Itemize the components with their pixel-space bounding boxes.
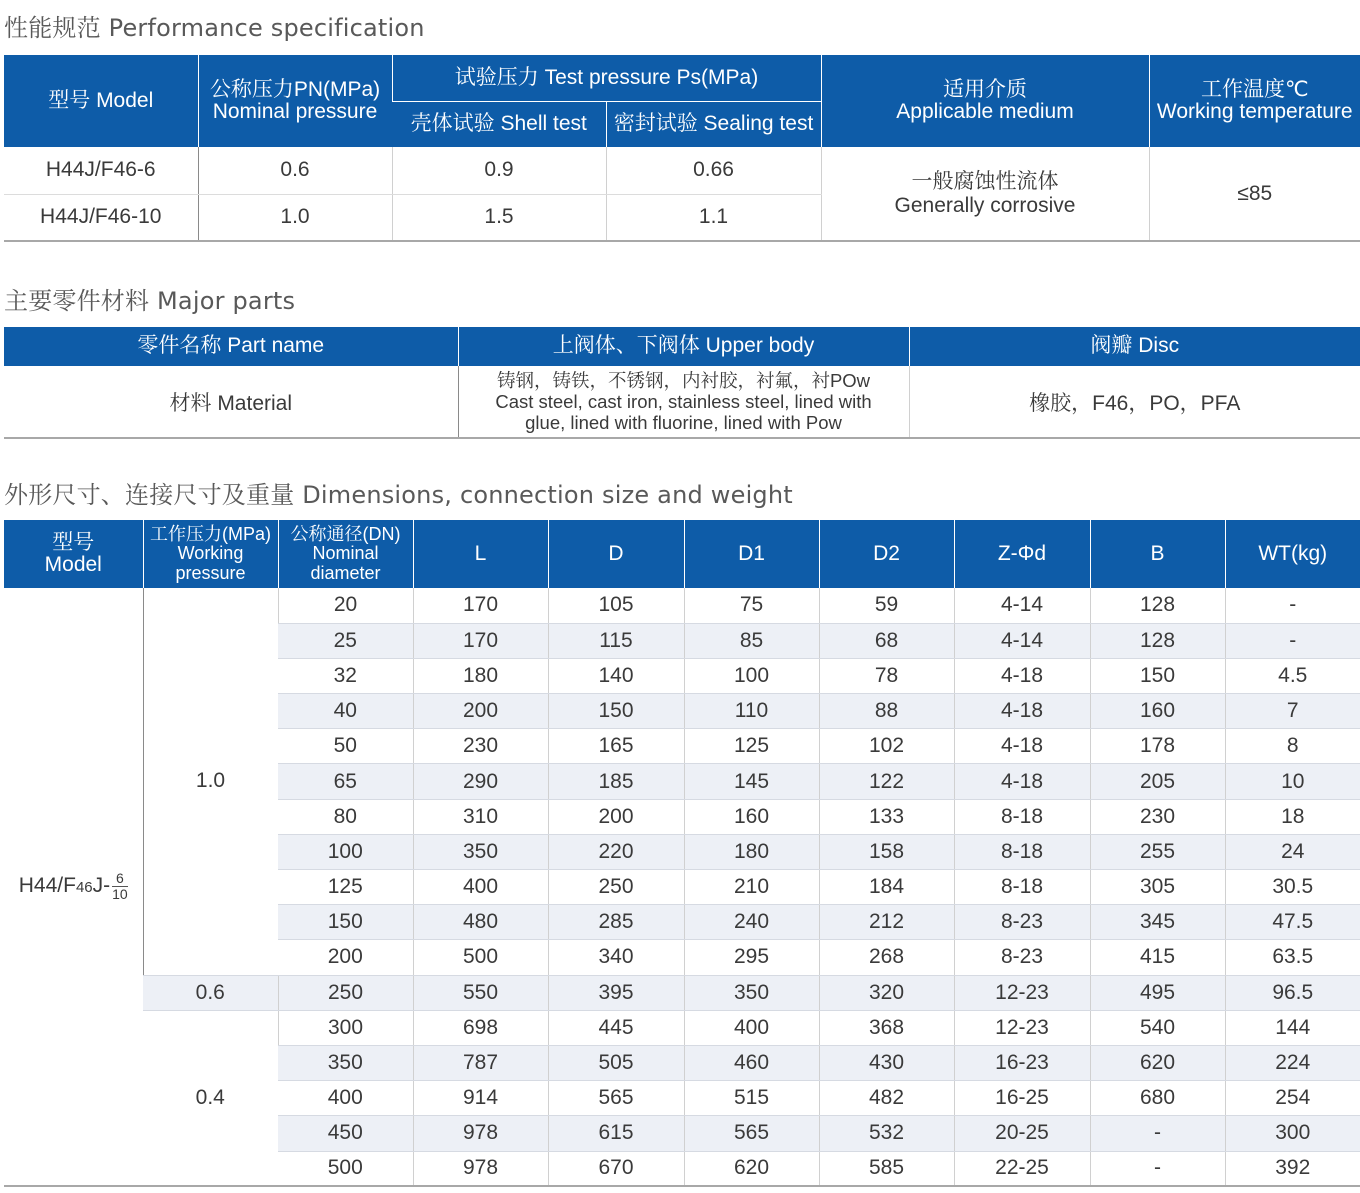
dimensions-table xyxy=(4,520,1360,1187)
header-model-en: Model xyxy=(44,553,102,576)
cell-D2: 184 xyxy=(819,870,954,905)
parts-section-title: 主要零件材料 Major parts xyxy=(4,287,296,315)
cell-model: H44J/F46-10 xyxy=(4,194,198,241)
cell-D2: 102 xyxy=(819,729,954,764)
cell-D: 105 xyxy=(548,588,684,623)
cell-weight: 24 xyxy=(1225,834,1360,869)
cell-weight: 392 xyxy=(1225,1151,1360,1186)
cell-Z-phi-d: 12-23 xyxy=(954,975,1090,1010)
cell-B: 205 xyxy=(1090,764,1225,799)
cell-D2: 78 xyxy=(819,658,954,693)
header-medium-cn: 适用介质 xyxy=(943,77,1027,101)
cell-D2: 133 xyxy=(819,799,954,834)
cell-B: 230 xyxy=(1090,799,1225,834)
cell-dn: 80 xyxy=(278,799,413,834)
cell-D1: 180 xyxy=(684,834,819,869)
cell-dn: 100 xyxy=(278,834,413,869)
cell-D: 115 xyxy=(548,623,684,658)
cell-B: 680 xyxy=(1090,1081,1225,1116)
cell-dn: 20 xyxy=(278,588,413,623)
cell-dn: 32 xyxy=(278,658,413,693)
cell-D2: 368 xyxy=(819,1010,954,1045)
cell-B: 495 xyxy=(1090,975,1225,1010)
table-row xyxy=(4,975,1360,1010)
cell-sealing-test: 0.66 xyxy=(606,147,821,194)
cell-B: 255 xyxy=(1090,834,1225,869)
cell-sealing-test: 1.1 xyxy=(606,194,821,241)
cell-weight: - xyxy=(1225,623,1360,658)
parts-table xyxy=(4,327,1360,439)
header-sealing-test: 密封试验 Sealing test xyxy=(606,101,821,147)
cell-Z-phi-d: 16-23 xyxy=(954,1045,1090,1080)
cell-Z-phi-d: 8-18 xyxy=(954,870,1090,905)
cell-D1: 350 xyxy=(684,975,819,1010)
cell-D: 150 xyxy=(548,694,684,729)
cell-L: 480 xyxy=(413,905,548,940)
medium-en: Generally corrosive xyxy=(894,193,1076,217)
cell-L: 290 xyxy=(413,764,548,799)
header-nominal-pressure-cn: 公称压力PN(MPa) xyxy=(209,77,381,101)
body-material-cn: 铸钢，铸铁，不锈钢，内衬胶，衬氟，衬POw xyxy=(496,369,871,391)
cell-D: 340 xyxy=(548,940,684,975)
cell-body-material xyxy=(458,366,909,438)
cell-D2: 88 xyxy=(819,694,954,729)
header-L: L xyxy=(413,520,548,588)
model-fraction-top: 6 xyxy=(116,870,124,887)
cell-weight: 300 xyxy=(1225,1116,1360,1151)
cell-B: 128 xyxy=(1090,588,1225,623)
cell-D: 445 xyxy=(548,1010,684,1045)
cell-shell-test: 1.5 xyxy=(392,194,606,241)
cell-disc-material: 橡胶，F46，PO，PFA xyxy=(909,366,1360,438)
cell-D2: 320 xyxy=(819,975,954,1010)
cell-L: 200 xyxy=(413,694,548,729)
cell-weight: 8 xyxy=(1225,729,1360,764)
cell-B: 345 xyxy=(1090,905,1225,940)
cell-D1: 160 xyxy=(684,799,819,834)
cell-dn: 25 xyxy=(278,623,413,658)
cell-B: - xyxy=(1090,1151,1225,1186)
header-nominal-diameter xyxy=(278,520,413,588)
cell-Z-phi-d: 4-18 xyxy=(954,764,1090,799)
cell-Z-phi-d: 4-18 xyxy=(954,729,1090,764)
cell-B: 620 xyxy=(1090,1045,1225,1080)
cell-dn: 150 xyxy=(278,905,413,940)
cell-temperature: ≤85 xyxy=(1149,147,1360,241)
cell-Z-phi-d: 16-25 xyxy=(954,1081,1090,1116)
cell-Z-phi-d: 4-14 xyxy=(954,588,1090,623)
cell-D: 220 xyxy=(548,834,684,869)
cell-dn: 250 xyxy=(278,975,413,1010)
cell-L: 310 xyxy=(413,799,548,834)
cell-shell-test: 0.9 xyxy=(392,147,606,194)
cell-weight: 18 xyxy=(1225,799,1360,834)
header-medium xyxy=(821,55,1149,147)
cell-D1: 400 xyxy=(684,1010,819,1045)
cell-L: 180 xyxy=(413,658,548,693)
cell-nominal-pressure: 0.6 xyxy=(198,147,392,194)
cell-L: 170 xyxy=(413,588,548,623)
cell-model xyxy=(4,588,143,1186)
header-nominal-diameter-en-2: diameter xyxy=(310,562,381,583)
model-fraction xyxy=(112,871,128,902)
cell-L: 698 xyxy=(413,1010,548,1045)
cell-D: 565 xyxy=(548,1081,684,1116)
cell-Z-phi-d: 4-18 xyxy=(954,658,1090,693)
cell-B: 160 xyxy=(1090,694,1225,729)
header-test-pressure: 试验压力 Test pressure Ps(MPa) xyxy=(392,55,821,101)
header-disc: 阀瓣 Disc xyxy=(909,327,1360,366)
table-row xyxy=(4,588,1360,623)
header-working-pressure-en-2: pressure xyxy=(175,562,246,583)
cell-weight: 224 xyxy=(1225,1045,1360,1080)
header-model-cn: 型号 xyxy=(52,530,95,554)
cell-D: 285 xyxy=(548,905,684,940)
header-D1: D1 xyxy=(684,520,819,588)
header-working-pressure-en-1: Working xyxy=(177,543,244,564)
medium-cn: 一般腐蚀性流体 xyxy=(911,170,1059,194)
cell-dn: 65 xyxy=(278,764,413,799)
table-row xyxy=(4,366,1360,438)
header-nominal-pressure xyxy=(198,55,392,147)
cell-material-label: 材料 Material xyxy=(4,366,458,438)
cell-nominal-pressure: 1.0 xyxy=(198,194,392,241)
cell-B: - xyxy=(1090,1116,1225,1151)
cell-D: 615 xyxy=(548,1116,684,1151)
cell-D1: 515 xyxy=(684,1081,819,1116)
cell-L: 914 xyxy=(413,1081,548,1116)
header-nominal-pressure-en: Nominal pressure xyxy=(212,100,378,123)
cell-B: 178 xyxy=(1090,729,1225,764)
header-B: B xyxy=(1090,520,1225,588)
header-D2: D2 xyxy=(819,520,954,588)
body-material-en-1: Cast steel, cast iron, stainless steel, lined with xyxy=(495,390,872,412)
cell-dn: 125 xyxy=(278,870,413,905)
model-sub: 46 xyxy=(75,879,93,897)
cell-D2: 268 xyxy=(819,940,954,975)
performance-section-title: 性能规范 Performance specification xyxy=(4,14,425,42)
cell-D2: 482 xyxy=(819,1081,954,1116)
header-D: D xyxy=(548,520,684,588)
cell-D: 250 xyxy=(548,870,684,905)
cell-D2: 122 xyxy=(819,764,954,799)
cell-L: 350 xyxy=(413,834,548,869)
cell-weight: 47.5 xyxy=(1225,905,1360,940)
cell-Z-phi-d: 8-18 xyxy=(954,834,1090,869)
cell-D: 395 xyxy=(548,975,684,1010)
cell-D: 670 xyxy=(548,1151,684,1186)
cell-B: 540 xyxy=(1090,1010,1225,1045)
cell-D1: 565 xyxy=(684,1116,819,1151)
cell-working-pressure: 0.6 xyxy=(143,975,278,1010)
model-suffix: J- xyxy=(92,874,111,898)
cell-weight: 144 xyxy=(1225,1010,1360,1045)
header-part-name: 零件名称 Part name xyxy=(4,327,458,366)
cell-L: 500 xyxy=(413,940,548,975)
header-upper-body: 上阀体、下阀体 Upper body xyxy=(458,327,909,366)
cell-D2: 68 xyxy=(819,623,954,658)
cell-D1: 100 xyxy=(684,658,819,693)
cell-D1: 460 xyxy=(684,1045,819,1080)
model-fraction-bottom: 10 xyxy=(112,886,128,903)
header-nominal-diameter-cn: 公称通径(DN) xyxy=(290,523,401,544)
cell-dn: 40 xyxy=(278,694,413,729)
cell-D1: 620 xyxy=(684,1151,819,1186)
cell-weight: - xyxy=(1225,588,1360,623)
cell-model: H44J/F46-6 xyxy=(4,147,198,194)
table-row xyxy=(4,147,1360,194)
cell-Z-phi-d: 4-14 xyxy=(954,623,1090,658)
cell-D2: 430 xyxy=(819,1045,954,1080)
cell-D1: 240 xyxy=(684,905,819,940)
cell-B: 305 xyxy=(1090,870,1225,905)
header-nominal-diameter-en-1: Nominal xyxy=(312,543,379,564)
cell-weight: 4.5 xyxy=(1225,658,1360,693)
cell-D1: 125 xyxy=(684,729,819,764)
cell-D2: 59 xyxy=(819,588,954,623)
cell-L: 978 xyxy=(413,1116,548,1151)
cell-D1: 295 xyxy=(684,940,819,975)
cell-dn: 300 xyxy=(278,1010,413,1045)
cell-Z-phi-d: 8-18 xyxy=(954,799,1090,834)
header-temperature-en: Working temperature xyxy=(1156,100,1353,123)
header-model xyxy=(4,520,143,588)
cell-weight: 30.5 xyxy=(1225,870,1360,905)
header-weight: WT(kg) xyxy=(1225,520,1360,588)
model-prefix: H44/F xyxy=(18,874,76,898)
cell-working-pressure: 1.0 xyxy=(143,588,278,975)
cell-D: 200 xyxy=(548,799,684,834)
cell-D1: 210 xyxy=(684,870,819,905)
cell-dn: 350 xyxy=(278,1045,413,1080)
cell-D1: 75 xyxy=(684,588,819,623)
cell-D2: 212 xyxy=(819,905,954,940)
header-model: 型号 Model xyxy=(4,55,198,147)
cell-D2: 585 xyxy=(819,1151,954,1186)
cell-D: 505 xyxy=(548,1045,684,1080)
cell-B: 128 xyxy=(1090,623,1225,658)
body-material-en-2: glue, lined with fluorine, lined with Pow xyxy=(525,412,842,434)
cell-L: 230 xyxy=(413,729,548,764)
cell-L: 400 xyxy=(413,870,548,905)
cell-B: 415 xyxy=(1090,940,1225,975)
dimensions-section-title: 外形尺寸、连接尺寸及重量 Dimensions, connection size and weight xyxy=(4,481,793,509)
header-Z-phi-d: Z-Φd xyxy=(954,520,1090,588)
cell-weight: 7 xyxy=(1225,694,1360,729)
header-temperature xyxy=(1149,55,1360,147)
cell-Z-phi-d: 12-23 xyxy=(954,1010,1090,1045)
cell-dn: 450 xyxy=(278,1116,413,1151)
header-working-pressure xyxy=(143,520,278,588)
cell-dn: 400 xyxy=(278,1081,413,1116)
cell-working-pressure: 0.4 xyxy=(143,1010,278,1186)
header-temperature-cn: 工作温度℃ xyxy=(1200,77,1309,101)
cell-D1: 85 xyxy=(684,623,819,658)
cell-D1: 110 xyxy=(684,694,819,729)
cell-weight: 96.5 xyxy=(1225,975,1360,1010)
cell-D: 165 xyxy=(548,729,684,764)
cell-Z-phi-d: 20-25 xyxy=(954,1116,1090,1151)
header-medium-en: Applicable medium xyxy=(896,100,1074,123)
cell-L: 170 xyxy=(413,623,548,658)
cell-weight: 254 xyxy=(1225,1081,1360,1116)
table-row xyxy=(4,1010,1360,1045)
cell-Z-phi-d: 22-25 xyxy=(954,1151,1090,1186)
cell-weight: 10 xyxy=(1225,764,1360,799)
cell-L: 787 xyxy=(413,1045,548,1080)
cell-dn: 500 xyxy=(278,1151,413,1186)
cell-B: 150 xyxy=(1090,658,1225,693)
cell-D: 185 xyxy=(548,764,684,799)
cell-Z-phi-d: 8-23 xyxy=(954,905,1090,940)
cell-D: 140 xyxy=(548,658,684,693)
performance-table xyxy=(4,55,1360,242)
header-shell-test: 壳体试验 Shell test xyxy=(392,101,606,147)
cell-D2: 158 xyxy=(819,834,954,869)
cell-L: 550 xyxy=(413,975,548,1010)
cell-dn: 200 xyxy=(278,940,413,975)
cell-weight: 63.5 xyxy=(1225,940,1360,975)
cell-Z-phi-d: 4-18 xyxy=(954,694,1090,729)
cell-Z-phi-d: 8-23 xyxy=(954,940,1090,975)
cell-dn: 50 xyxy=(278,729,413,764)
cell-D1: 145 xyxy=(684,764,819,799)
cell-medium xyxy=(821,147,1149,241)
cell-L: 978 xyxy=(413,1151,548,1186)
header-working-pressure-cn: 工作压力(MPa) xyxy=(150,523,271,544)
cell-D2: 532 xyxy=(819,1116,954,1151)
